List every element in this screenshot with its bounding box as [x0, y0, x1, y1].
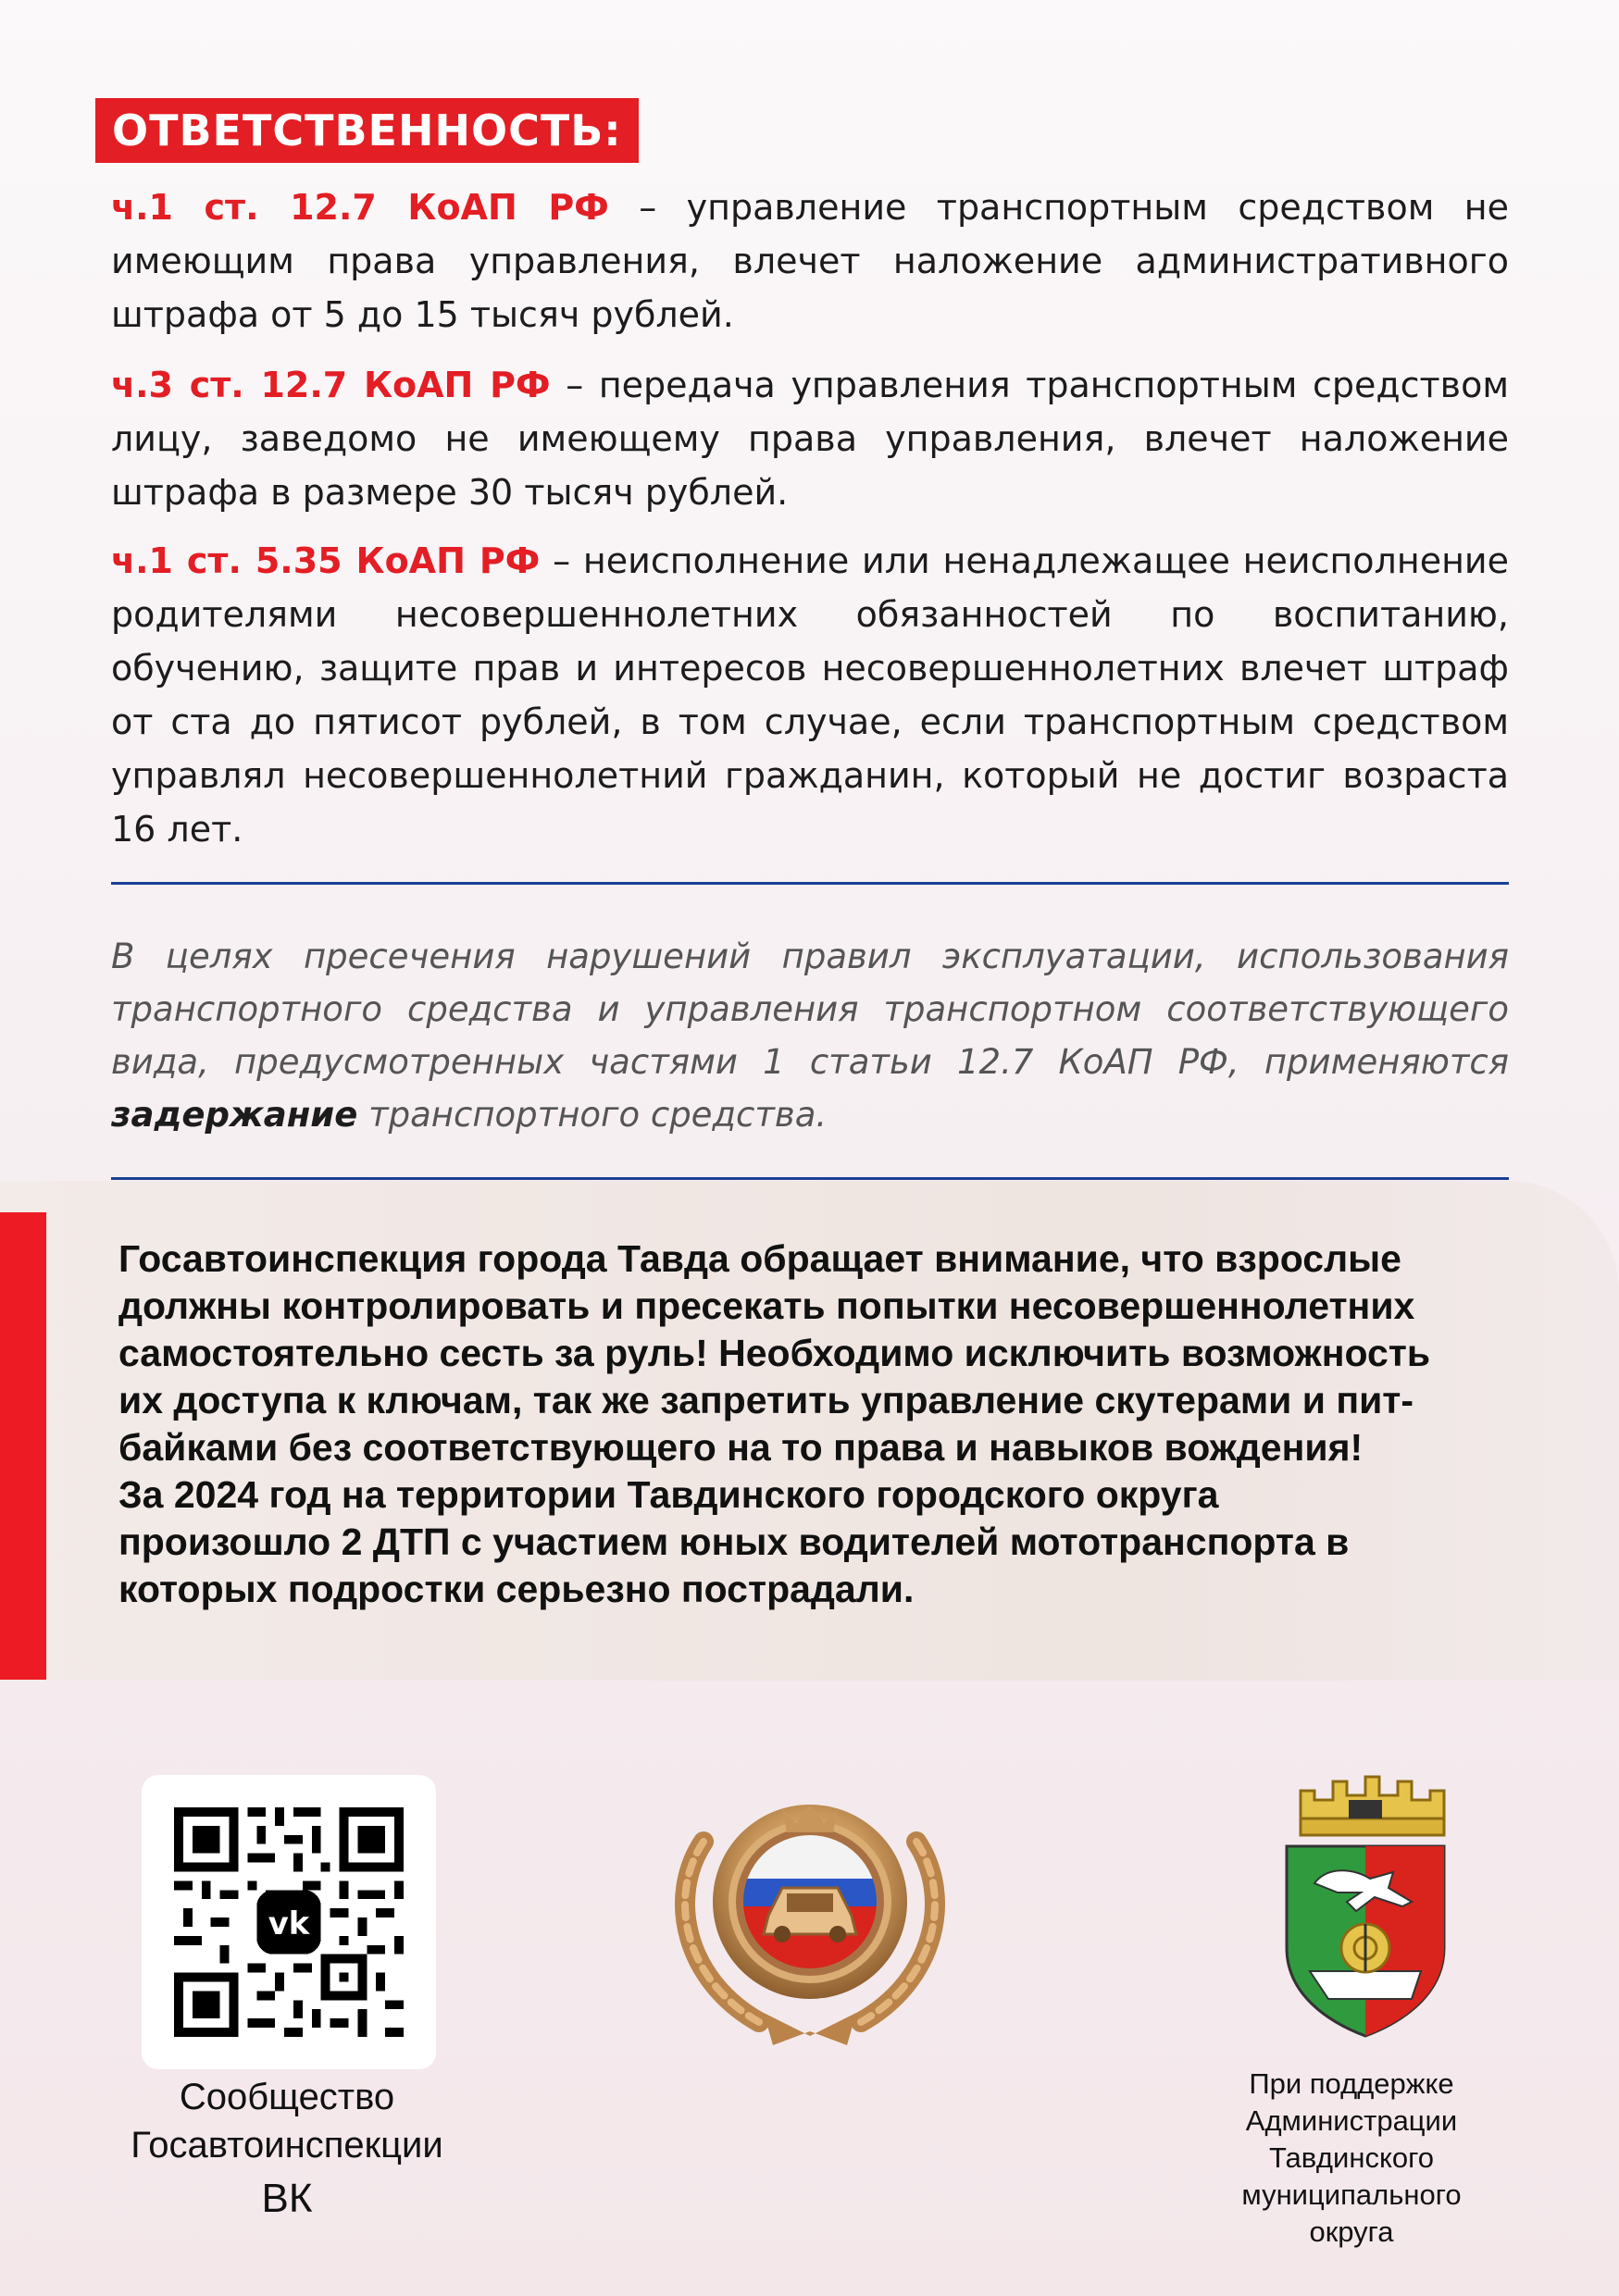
notice-line: самостоятельно сесть за руль! Необходимо исключить возможность — [118, 1332, 1431, 1374]
qr-caption-vk: ВК — [261, 2176, 313, 2221]
traffic-police-notice — [118, 1235, 1507, 1613]
law-paragraph-1 — [111, 180, 1509, 341]
divider-bottom — [111, 1177, 1509, 1180]
qr-code-card[interactable] — [142, 1775, 436, 2069]
qr-code[interactable] — [174, 1807, 404, 2037]
law-text: – управление транспортным средством не имеющим права управления, влечет наложение административного штрафа от 5 до 15 тысяч рублей. — [111, 187, 1509, 335]
support-line: Администрации — [1245, 2104, 1458, 2137]
notice-line: произошло 2 ДТП с участием юных водителей мототранспорта в — [118, 1520, 1350, 1563]
law-text: – неисполнение или ненадлежащее неисполнение родителями несовершеннолетних обязанностей по воспитанию, обучению, защите прав и интересов несовершеннолетних влечет штраф от ста до пятисот рублей, в том случае, если транспортным средством управлял несовершеннолетний гражданин, который не достиг возраста 16 лет. — [111, 540, 1509, 850]
notice-line: должны контролировать и пресекать попытки несовершеннолетних — [118, 1285, 1415, 1327]
law-paragraph-2 — [111, 358, 1509, 519]
law-text: – передача управления транспортным средством лицу, заведомо не имеющему права управления, влечет наложение штрафа в размере 30 тысяч рублей. — [111, 365, 1509, 513]
qr-caption-line: Госавтоинспекции — [131, 2125, 443, 2166]
svg-text:vk: vk — [268, 1905, 310, 1942]
qr-caption — [83, 2073, 491, 2223]
notice-line: их доступа к ключам, так же запретить управление скутерами и пит- — [118, 1379, 1414, 1421]
divider-top — [111, 882, 1509, 885]
detention-note — [111, 930, 1509, 1141]
notice-line: Госавтоинспекция города Тавда обращает внимание, что взрослые — [118, 1237, 1401, 1280]
support-line: округа — [1309, 2215, 1394, 2248]
note-text-end: транспортного средства. — [357, 1095, 828, 1135]
note-bold-term: задержание — [111, 1095, 358, 1135]
red-accent-bar — [0, 1212, 46, 1680]
law-reference: ч.1 ст. 12.7 КоАП РФ — [111, 187, 609, 228]
law-reference: ч.3 ст. 12.7 КоАП РФ — [111, 365, 551, 405]
note-text-start: В целях пресечения нарушений правил эксплуатации, использования транспортного средства и управления транспортном соответствующего вида, предусмотренных частями 1 статьи 12.7 КоАП РФ, применяются — [111, 937, 1509, 1082]
law-reference: ч.1 ст. 5.35 КоАП РФ — [111, 540, 541, 581]
notice-line: которых подростки серьезно пострадали. — [118, 1568, 915, 1610]
traffic-police-emblem-icon — [648, 1768, 972, 2054]
support-line: При поддержке — [1249, 2067, 1454, 2100]
support-caption — [1203, 2066, 1500, 2251]
notice-line: За 2024 год на территории Тавдинского городского округа — [118, 1473, 1219, 1516]
qr-caption-line: Сообщество — [179, 2077, 395, 2117]
law-paragraph-3 — [111, 534, 1509, 856]
coat-of-arms-icon — [1273, 1772, 1458, 2041]
support-line: Тавдинского — [1269, 2141, 1434, 2174]
support-line: муниципального — [1241, 2178, 1462, 2211]
section-heading: ОТВЕТСТВЕННОСТЬ: — [95, 98, 639, 163]
notice-line: байками без соответствующего на то права и навыков вождения! — [118, 1426, 1364, 1469]
